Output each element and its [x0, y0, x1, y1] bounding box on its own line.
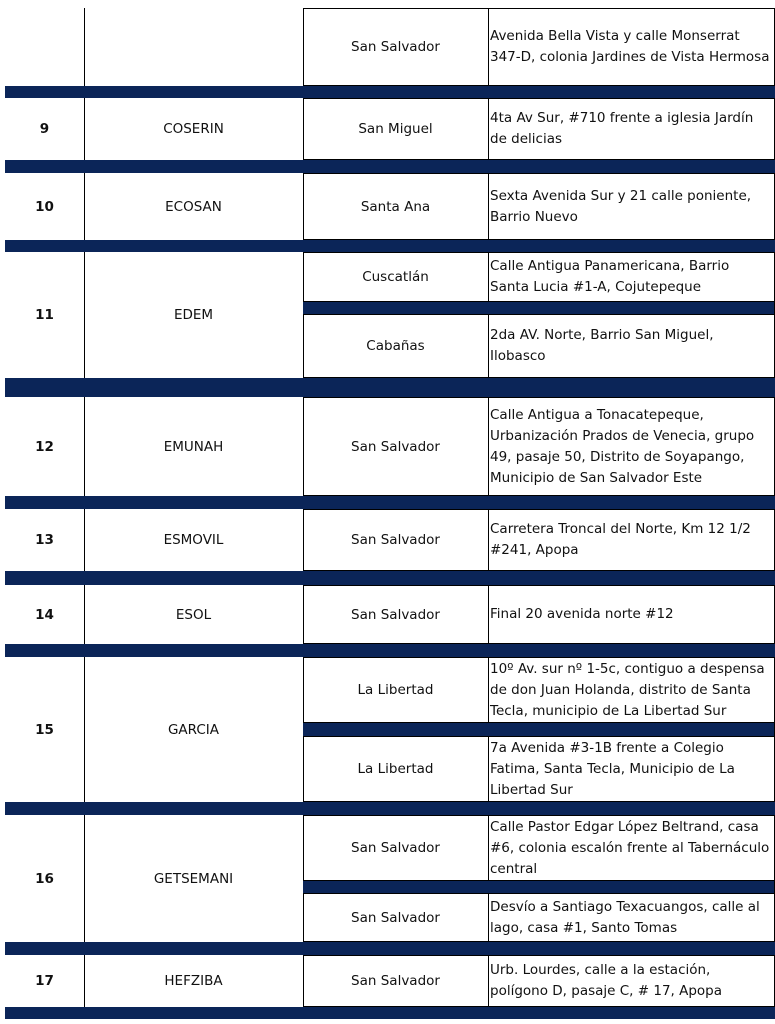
row-number: 15 — [35, 721, 54, 738]
row-separator — [5, 1007, 775, 1019]
address-text: Final 20 avenida norte #12 — [490, 606, 674, 622]
address-text: Carretera Troncal del Norte, Km 12 1/2 #241, Apopa — [490, 521, 751, 558]
grid-line-horizontal — [303, 173, 775, 174]
entity-name: EMUNAH — [163, 438, 224, 455]
address-text: 10º Av. sur nº 1-5c, contiguo a despensa de don Juan Holanda, distrito de Santa Tecla, municipio de La Libertad Sur — [490, 660, 765, 719]
address-text: 2da AV. Norte, Barrio San Miguel, Ilobasco — [490, 327, 714, 364]
grid-line-horizontal — [303, 955, 775, 956]
grid-line-horizontal — [303, 941, 775, 942]
department-name: San Salvador — [351, 973, 440, 989]
grid-line-vertical — [488, 397, 489, 496]
grid-line-vertical — [303, 585, 304, 644]
department-name: San Salvador — [351, 909, 440, 926]
grid-line-vertical — [488, 8, 489, 86]
grid-line-vertical — [488, 173, 489, 240]
entity-name: HEFZIBA — [164, 973, 223, 989]
row-number: 9 — [39, 121, 50, 137]
row-separator — [5, 240, 775, 252]
grid-line-horizontal — [303, 509, 775, 510]
row-number: 10 — [35, 198, 54, 215]
grid-line-vertical — [84, 585, 85, 644]
grid-line-horizontal — [303, 1006, 775, 1007]
grid-line-vertical — [84, 815, 85, 942]
entity-name: ECOSAN — [165, 198, 222, 215]
address-text: 7a Avenida #3-1B frente a Colegio Fatima, Santa Tecla, Municipio de La Libertad Sur — [490, 739, 735, 798]
address-text: 4ta Av Sur, #710 frente a iglesia Jardín de delicias — [490, 110, 754, 147]
grid-line-horizontal — [303, 98, 775, 99]
grid-line-horizontal — [303, 657, 775, 658]
row-number: 14 — [35, 606, 54, 623]
grid-line-vertical — [84, 173, 85, 240]
grid-line-vertical — [303, 252, 304, 378]
grid-line-vertical — [84, 8, 85, 86]
department-name: Cuscatlán — [362, 269, 429, 285]
grid-line-horizontal — [303, 85, 775, 86]
grid-line-vertical — [84, 955, 85, 1007]
grid-line-vertical — [488, 509, 489, 571]
grid-line-horizontal — [303, 570, 775, 571]
grid-line-horizontal — [303, 159, 775, 160]
grid-line-vertical — [303, 815, 304, 942]
grid-line-horizontal — [303, 585, 775, 586]
row-number: 11 — [35, 307, 54, 323]
row-number: 16 — [35, 870, 54, 887]
grid-line-vertical — [488, 585, 489, 644]
department-name: San Miguel — [358, 121, 433, 137]
grid-line-vertical — [303, 955, 304, 1007]
row-separator — [5, 496, 775, 509]
department-name: La Libertad — [357, 682, 434, 698]
department-name: San Salvador — [351, 39, 440, 55]
location-separator — [303, 723, 774, 736]
department-name: Cabañas — [366, 338, 425, 354]
grid-line-horizontal — [303, 643, 775, 644]
row-number: 12 — [35, 438, 54, 455]
grid-line-horizontal — [303, 397, 775, 398]
address-text: Calle Antigua Panamericana, Barrio Santa Lucia #1-A, Cojutepeque — [490, 258, 730, 295]
entity-name: ESMOVIL — [163, 532, 224, 548]
department-name: Santa Ana — [360, 198, 431, 215]
grid-line-vertical — [84, 98, 85, 160]
row-separator — [5, 378, 775, 397]
row-separator — [5, 160, 775, 173]
grid-line-horizontal — [303, 893, 775, 894]
row-number: 17 — [35, 973, 54, 989]
grid-line-vertical — [303, 98, 304, 160]
grid-line-horizontal — [303, 314, 775, 315]
entity-name: COSERIN — [163, 121, 224, 137]
department-name: San Salvador — [351, 438, 440, 455]
grid-line-horizontal — [303, 495, 775, 496]
grid-line-vertical — [84, 252, 85, 378]
address-text: Avenida Bella Vista y calle Monserrat 347-D, colonia Jardines de Vista Hermosa — [490, 28, 770, 65]
address-text: Desvío a Santiago Texacuangos, calle al lago, casa #1, Santo Tomas — [490, 898, 760, 936]
row-separator — [5, 942, 775, 955]
address-text: Calle Antigua a Tonacatepeque, Urbanización Prados de Venecia, grupo 49, pasaje 50, Distrito de Soyapango, Municipio de San Salvador Este — [490, 406, 755, 486]
department-name: San Salvador — [351, 840, 440, 856]
row-number — [5, 8, 84, 86]
entity-name — [84, 8, 303, 86]
grid-line-horizontal — [303, 239, 775, 240]
grid-line-vertical — [303, 397, 304, 496]
row-separator — [5, 802, 775, 815]
entity-name: ESOL — [175, 606, 212, 623]
row-separator — [5, 644, 775, 657]
entity-name: GARCIA — [167, 721, 220, 738]
grid-line-vertical — [303, 173, 304, 240]
grid-line-vertical — [303, 509, 304, 571]
entity-name: GETSEMANI — [153, 870, 234, 887]
address-text: Urb. Lourdes, calle a la estación, polígono D, pasaje C, # 17, Apopa — [490, 962, 723, 999]
grid-line-vertical — [84, 397, 85, 496]
grid-line-horizontal — [303, 815, 775, 816]
grid-line-horizontal — [303, 801, 775, 802]
grid-line-vertical — [303, 8, 304, 86]
department-name: La Libertad — [357, 761, 434, 777]
grid-line-vertical — [84, 509, 85, 571]
grid-line-vertical — [488, 955, 489, 1007]
grid-line-vertical — [488, 252, 489, 378]
location-separator — [303, 302, 774, 314]
entity-name: EDEM — [173, 307, 214, 323]
grid-line-horizontal — [303, 8, 775, 9]
grid-line-horizontal — [303, 252, 775, 253]
department-name: San Salvador — [351, 532, 440, 548]
row-separator — [5, 86, 775, 98]
grid-line-horizontal — [303, 377, 775, 378]
department-name: San Salvador — [351, 606, 440, 623]
row-separator — [5, 571, 775, 585]
grid-line-vertical — [488, 815, 489, 942]
address-text: Calle Pastor Edgar López Beltrand, casa #6, colonia escalón frente al Tabernáculo central — [490, 818, 770, 877]
grid-line-horizontal — [303, 736, 775, 737]
address-text: Sexta Avenida Sur y 21 calle poniente, Barrio Nuevo — [490, 187, 752, 225]
row-number: 13 — [35, 532, 54, 548]
location-separator — [303, 881, 774, 893]
grid-line-vertical — [488, 98, 489, 160]
grid-line-vertical — [84, 657, 85, 802]
